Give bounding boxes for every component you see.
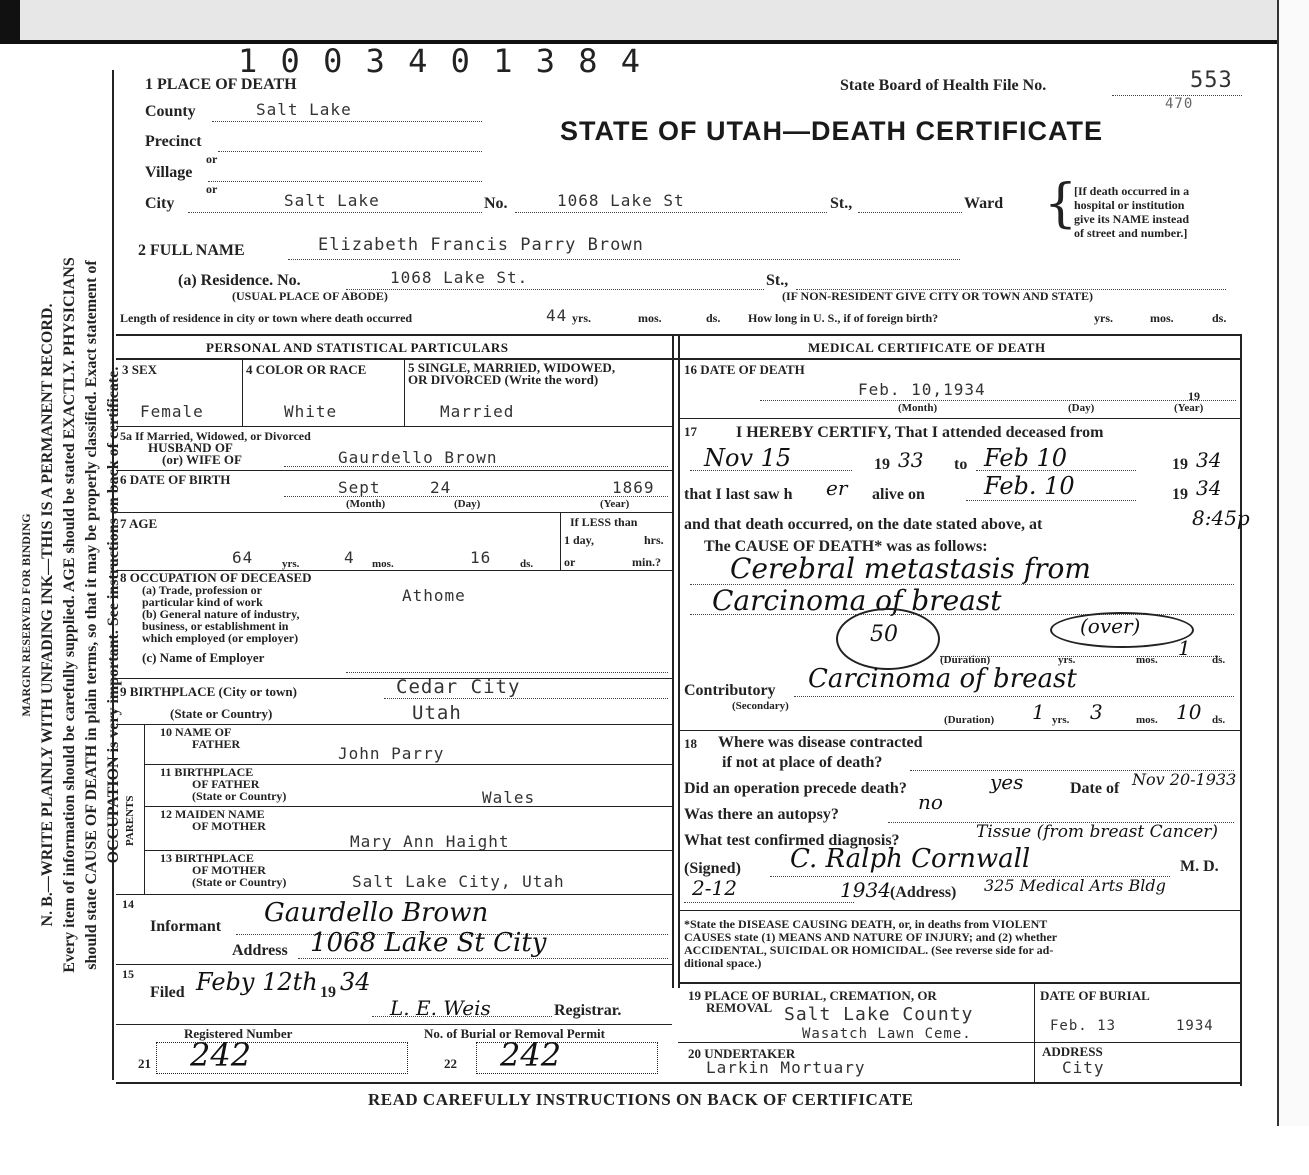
rule-sex-color [242,358,243,426]
dob-year-label: (Year) [600,498,630,510]
scan-right-edge [1277,0,1309,1126]
village-line [208,181,482,182]
rule-med-17 [678,730,1240,731]
secondary-label: (Secondary) [732,700,789,712]
filed-year-prefix: 19 [320,984,336,1001]
rule-burial [678,1042,1240,1043]
last-saw-h: er [826,476,848,500]
occupation-a1: (a) Trade, profession or [142,583,262,597]
informant-num: 14 [122,897,134,911]
undertaker-address: City [1062,1058,1105,1077]
age-days: 16 [470,548,492,567]
test-value: Tissue (from breast Cancer) [976,822,1219,842]
duration-yrs-2: yrs. [1052,714,1070,726]
duration-mos-2: mos. [1136,714,1158,726]
hospital-note-line1: [If death occurred in a [1074,184,1190,198]
date-of-label: Date of [1070,780,1120,797]
filed-year: 34 [340,968,371,996]
or-label-1: or [206,152,218,166]
informant-address: 1068 Lake St City [310,928,547,958]
burial-year-value: 1934 [1176,1018,1214,1034]
duration-yrs-1: yrs. [1058,654,1076,666]
rule-row14 [116,964,672,965]
city-st-label: St., [830,195,853,212]
contributory-line [794,696,1234,697]
marital-label-2: OR DIVORCED (Write the word) [408,372,599,387]
marital-value: Married [440,402,515,421]
hospital-note-line3: give its NAME instead [1074,212,1189,226]
spouse-label-1: 5a If Married, Widowed, or Divorced [120,429,311,443]
scan-top-band [0,0,1309,44]
cause-label: The CAUSE OF DEATH* was as follows: [704,538,988,555]
spouse-label-2: HUSBAND OF [148,440,233,455]
rule-row8 [116,678,672,679]
city-no-value: 1068 Lake St [557,191,685,210]
precinct-label: Precinct [145,133,202,150]
age-yrs-label: yrs. [282,558,300,570]
village-label: Village [145,164,193,181]
md-label: M. D. [1180,858,1219,875]
dob-month-label: (Month) [346,498,386,510]
permit-number-value: 242 [500,1036,562,1074]
last-saw-date: Feb. 10 [984,472,1075,500]
dob-line [284,496,668,497]
city-label: City [145,195,175,212]
file-no-label: State Board of Health File No. [840,77,1047,94]
father-label-1: 10 NAME OF [160,725,232,739]
rule-row5a [116,470,672,471]
or-min-label: or [564,555,576,569]
attended-to-19: 19 [1172,456,1188,473]
dod-month-label: (Month) [898,402,938,414]
age-mos-label: mos. [372,558,394,570]
birthplace-label: 9 BIRTHPLACE (City or town) [120,684,297,699]
occupation-c: (c) Name of Employer [142,650,265,665]
certify-label: I HEREBY CERTIFY, That I attended deceased from [736,424,1104,441]
duration-ds-2: ds. [1212,714,1226,726]
rule-med-footnote [678,982,1240,984]
test-label: What test confirmed diagnosis? [684,832,900,849]
rule-bottom [116,1082,1242,1084]
q18-label-1: Where was disease contracted [718,734,923,751]
occupation-b2: business, or establishment in [142,619,289,633]
city-line [188,212,482,213]
scan-top-strip [20,0,1280,40]
cause-note: (over) [1080,614,1141,638]
contrib-months: 3 [1090,700,1103,724]
ward-label: Ward [964,195,1004,212]
city-no-label: No. [484,195,508,212]
duration-label-2: (Duration) [944,714,995,726]
birthplace-state-label: (State or Country) [170,706,273,721]
q18-num: 18 [684,736,697,751]
place-of-death-label: 1 PLACE OF DEATH [145,76,297,93]
residence-label: (a) Residence. No. [178,272,301,289]
full-name-line [288,259,960,260]
rule-burial-date [1034,982,1035,1082]
or-label-2: or [206,182,218,196]
to-label: to [954,456,968,473]
reg-number-label: Registered Number [184,1026,293,1041]
us-mos: mos. [1150,311,1174,325]
occupation-a2: particular kind of work [142,595,263,609]
duration-mos-value-1: 1 [1178,636,1191,660]
occupation-b3: which employed (or employer) [142,631,299,645]
city-no-line [515,212,827,213]
signed-signature: C. Ralph Cornwall [790,844,1031,874]
color-value: White [284,402,338,421]
nonresident-label: (IF NON-RESIDENT GIVE CITY OR TOWN AND STATE) [782,289,1094,303]
q18-label-2: if not at place of death? [722,754,883,771]
county-value: Salt Lake [256,100,352,119]
duration-mos-1: mos. [1136,654,1158,666]
num-21: 21 [138,1056,151,1071]
informant-signature: Gaurdello Brown [264,898,489,928]
last-saw-label: that I last saw h [684,486,793,503]
parents-label: PARENTS [124,795,136,846]
footnote-line4: ditional space.) [684,956,762,970]
footer-instructions: READ CAREFULLY INSTRUCTIONS ON BACK OF CERTIFICATE [368,1090,914,1109]
num-22: 22 [444,1056,457,1071]
city-value: Salt Lake [284,191,380,210]
rule-parents [144,724,145,894]
contributory-value: Carcinoma of breast [808,664,1077,694]
mother-label [160,808,266,832]
age-ds-label: ds. [520,558,534,570]
filed-date: Feby 12th [196,968,318,996]
father-value: John Parry [338,744,445,763]
hrs-label: hrs. [644,533,664,547]
margin-note-line1: N. B.—WRITE PLAINLY WITH UNFADING INK—THIS IS A PERMANENT RECORD. [39,303,56,927]
dod-line [760,400,1236,401]
one-day-label: 1 day, [564,533,595,547]
registrar-label: Registrar. [554,1002,622,1019]
burial-date-value: Feb. 13 [1050,1018,1117,1034]
rule-row13 [116,894,672,895]
marital-label-1: 5 SINGLE, MARRIED, WIDOWED, [408,360,616,375]
father-bp-label [160,766,286,802]
signed-date-line [684,902,854,903]
father-bp-label-1: 11 BIRTHPLACE [160,765,254,779]
hospital-note [1074,184,1189,240]
attended-from: Nov 15 [704,444,792,472]
undertaker-label: 20 UNDERTAKER [688,1046,796,1061]
father-bp-value: Wales [482,788,536,807]
reg-number-value: 242 [190,1036,252,1074]
footnote-line2: CAUSES state (1) MEANS AND NATURE OF INJURY; and (2) whether [684,930,1058,944]
dod-value: Feb. 10,1934 [858,380,986,399]
certify-num: 17 [684,424,697,439]
footnote-line3: ACCIDENTAL, SUICIDAL OR HOMICIDAL. (See reverse side for ad- [684,943,1054,957]
usual-abode-label: (USUAL PLACE OF ABODE) [232,289,388,303]
rule-color-marital [404,358,405,426]
color-label: 4 COLOR OR RACE [246,362,367,377]
contributory-label: Contributory [684,682,776,699]
mother-label-2: OF MOTHER [192,819,266,833]
registrar-signature: L. E. Weis [390,996,491,1020]
residence-st-label: St., [766,272,789,289]
dod-year-label: (Year) [1174,402,1204,414]
sex-label: 3 SEX [122,362,158,377]
us-residence-label: How long in U. S., if of foreign birth? [748,311,939,325]
age-years: 64 [232,548,254,567]
burial-place-label-2: REMOVAL [706,1000,773,1015]
duration-label-1: (Duration) [940,654,991,666]
autopsy-value: no [918,790,943,814]
birthplace-line [384,698,668,699]
min-label: min.? [632,555,662,569]
dob-month: Sept [338,478,381,497]
dob-label: 6 DATE OF BIRTH [120,472,231,487]
length-years: 44 [546,306,568,325]
burial-place-value: Salt Lake County [784,1004,974,1025]
hospital-note-line2: hospital or institution [1074,198,1185,212]
alive-on-label: alive on [872,486,925,503]
undertaker-address-label: ADDRESS [1042,1044,1103,1059]
burial-place-value-2: Wasatch Lawn Ceme. [802,1026,972,1042]
sex-value: Female [140,402,204,421]
mother-label-1: 12 MAIDEN NAME [160,807,265,821]
informant-address-line [298,958,668,959]
birthplace-city: Cedar City [396,676,521,698]
margin-note-line4: OCCUPATION is very important. See instructions on back of certificate. [105,366,122,864]
mother-bp-label [160,852,286,888]
hospital-brace: { [1044,174,1078,234]
father-bp-label-3: (State or Country) [192,789,287,803]
spouse-value: Gaurdello Brown [338,448,498,467]
length-of-residence-label: Length of residence in city or town where death occurred [120,311,413,325]
occupation-value: Athome [402,586,466,605]
informant-label: Informant [150,918,222,935]
county-label: County [145,103,196,120]
contrib-days: 10 [1176,700,1202,724]
signed-date: 2-12 [692,876,737,900]
dod-day-label: (Day) [1068,402,1095,414]
dob-day-label: (Day) [454,498,481,510]
margin-instructions [15,55,125,1175]
hospital-note-line4: of street and number.] [1074,226,1188,240]
precinct-line [218,151,482,152]
occupation-block [120,572,312,664]
attended-to-year: 34 [1196,448,1222,472]
mother-bp-label-3: (State or Country) [192,875,287,889]
cause-circle-value: 50 [870,622,898,647]
rule-med-signed [678,910,1240,911]
personal-section-header: PERSONAL AND STATISTICAL PARTICULARS [206,340,509,355]
full-name-value: Elizabeth Francis Parry Brown [318,235,644,255]
last-saw-year: 34 [1196,476,1222,500]
filed-num: 15 [122,967,134,981]
mother-bp-label-1: 13 BIRTHPLACE [160,851,254,865]
file-no-alt: 470 [1165,96,1194,112]
dob-day: 24 [430,478,452,497]
spouse-label-3: (or) WIFE OF [162,452,242,467]
signed-label: (Signed) [684,860,741,877]
marital-label [408,362,615,386]
mother-bp-value: Salt Lake City, Utah [352,872,565,891]
father-label-2: FATHER [192,737,241,751]
rule-right [1240,334,1242,1086]
rule-med-16 [678,418,1240,419]
operation-value: yes [990,770,1024,794]
undertaker-value: Larkin Mortuary [706,1058,866,1077]
rule-row15 [116,1024,672,1025]
filed-label: Filed [150,984,185,1001]
spouse-label [120,430,311,466]
file-no: 553 [1190,68,1233,93]
document-title: STATE OF UTAH—DEATH CERTIFICATE [560,116,1103,146]
rule-center-right [678,334,680,988]
operation-date: Nov 20-1933 [1132,770,1237,789]
county-line [212,121,482,122]
attended-from-year: 33 [898,448,924,472]
operation-label: Did an operation precede death? [684,780,907,797]
residence-line [346,289,764,290]
margin-note-line2: Every item of information should be carefully supplied. AGE should be stated EXACTLY. PHYSICIANS [61,257,78,973]
medical-footnote [684,918,1057,970]
us-ds: ds. [1212,311,1227,325]
burial-permit-label: No. of Burial or Removal Permit [424,1026,605,1041]
father-label [160,726,240,750]
age-months: 4 [344,548,355,567]
rule-row3 [116,426,672,427]
burial-date-label: DATE OF BURIAL [1040,988,1150,1003]
less-than-label: If LESS than [570,515,638,529]
mother-bp-label-2: OF MOTHER [192,863,266,877]
full-name-label: 2 FULL NAME [138,242,245,259]
last-saw-19: 19 [1172,486,1188,503]
informant-address-label: Address [232,942,288,959]
stamp-number: 1 0 0 3 4 0 1 3 8 4 [238,42,643,80]
margin-note-line3: should state CAUSE OF DEATH in plain terms, so that it may be properly classified. Exact statement of [83,260,100,970]
signed-year: 1934 [840,878,891,902]
rule-center-left [672,334,674,988]
ward-line [858,212,962,213]
attended-to: Feb 10 [984,444,1068,472]
age-label: 7 AGE [120,516,158,531]
occupation-label: 8 OCCUPATION OF DECEASED [120,570,312,585]
length-yrs: yrs. [572,311,591,325]
footnote-line1: *State the DISEASE CAUSING DEATH, or, in deaths from VIOLENT [684,917,1048,931]
dod-label: 16 DATE OF DEATH [684,362,805,377]
death-time: 8:45p [1192,506,1250,530]
rule-row6 [116,512,672,513]
last-saw-line [966,500,1136,501]
cause-line-1-text: Cerebral metastasis from [730,552,1091,585]
signed-address-label: (Address) [890,884,957,901]
cause-line-2-text: Carcinoma of breast [712,584,1002,617]
us-yrs: yrs. [1094,311,1113,325]
death-occurred-label: and that death occurred, on the date stated above, at [684,516,1043,533]
attended-from-19: 19 [874,456,890,473]
contrib-years: 1 [1032,700,1045,724]
length-ds: ds. [706,311,721,325]
mother-value: Mary Ann Haight [350,832,510,851]
length-mos: mos. [638,311,662,325]
birthplace-state: Utah [412,702,462,724]
employer-line [346,672,668,673]
margin-note-top: MARGIN RESERVED FOR BINDING [19,513,33,717]
dod-19: 19 [1188,389,1200,403]
father-bp-label-2: OF FATHER [192,777,260,791]
signed-address: 325 Medical Arts Bldg [984,876,1166,895]
burial-place-label-1: 19 PLACE OF BURIAL, CREMATION, OR [688,988,937,1003]
autopsy-label: Was there an autopsy? [684,806,839,823]
dob-year: 1869 [612,478,655,497]
rule-age-less [560,512,561,570]
medical-section-header: MEDICAL CERTIFICATE OF DEATH [808,340,1046,355]
residence-value: 1068 Lake St. [390,268,529,287]
occupation-b1: (b) General nature of industry, [142,607,300,621]
duration-ds-1: ds. [1212,654,1226,666]
